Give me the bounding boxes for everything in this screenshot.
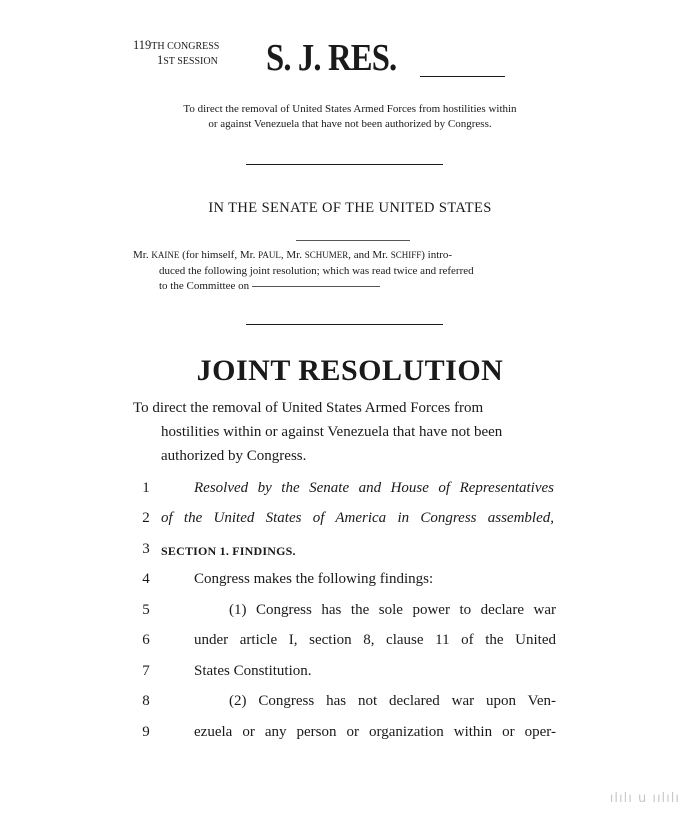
bill-line	[0, 724, 700, 748]
bill-line	[0, 541, 700, 565]
bill-number-blank	[420, 76, 505, 77]
short-purpose: To direct the removal of United States Armed Forces from hostilities within or against Venezuela that have not been authorized by Congress.	[183, 103, 517, 130]
line-text: Congress makes the following findings:	[194, 571, 434, 587]
bill-line	[0, 632, 700, 656]
bill-line	[0, 480, 700, 504]
line-number: 3	[142, 541, 150, 557]
bill-line	[0, 510, 700, 534]
resolution-purpose: To direct the removal of United States Armed Forces from hostilities within or against Venezuela that have not been authorized by Congress.	[133, 400, 503, 464]
congress-number: 119TH CONGRESS	[133, 38, 220, 52]
line-text: Resolved by the Senate and House of Representatives	[194, 480, 554, 496]
line-text: States Constitution.	[194, 663, 312, 679]
bill-line	[0, 602, 700, 626]
line-number: 1	[142, 480, 150, 496]
line-text: of the United States of America in Congress assembled,	[161, 510, 554, 526]
line-number: 4	[142, 571, 150, 587]
section-heading: SECTION 1. FINDINGS.	[161, 544, 296, 558]
line-number: 9	[142, 724, 150, 740]
watermark: ılılı u ıılılı	[609, 791, 680, 806]
bill-type: S. J. RES.	[266, 37, 397, 79]
cosponsor-name: SCHIFF	[390, 250, 422, 260]
line-text: ezuela or any person or organization within or oper-	[194, 724, 556, 740]
divider	[296, 240, 410, 241]
bill-line	[0, 663, 700, 687]
line-text: (1) Congress has the sole power to declare war	[229, 602, 556, 618]
line-number: 6	[142, 632, 150, 648]
bill-line	[0, 693, 700, 717]
cosponsor-name: PAUL	[258, 250, 281, 260]
document-title: JOINT RESOLUTION	[196, 354, 504, 387]
line-number: 8	[142, 693, 150, 709]
bill-line	[0, 571, 700, 595]
committee-blank	[252, 286, 380, 287]
line-text: (2) Congress has not declared war upon Ven-	[229, 693, 556, 709]
line-number: 7	[142, 663, 150, 679]
divider	[246, 164, 443, 165]
session-number: 1ST SESSION	[157, 53, 218, 67]
line-text: under article I, section 8, clause 11 of the United	[194, 632, 556, 648]
line-number: 5	[142, 602, 150, 618]
sponsor-name: KAINE	[151, 250, 180, 260]
divider	[246, 324, 443, 325]
cosponsor-name: SCHUMER	[304, 250, 349, 260]
line-number: 2	[142, 510, 150, 526]
introduction-paragraph: Mr. KAINE (for himself, Mr. PAUL, Mr. SCHUMER, and Mr. SCHIFF) intro- duced the following joint resolution; which was read twice and referred to the Committee on	[133, 249, 474, 292]
senate-heading: IN THE SENATE OF THE UNITED STATES	[208, 200, 492, 216]
